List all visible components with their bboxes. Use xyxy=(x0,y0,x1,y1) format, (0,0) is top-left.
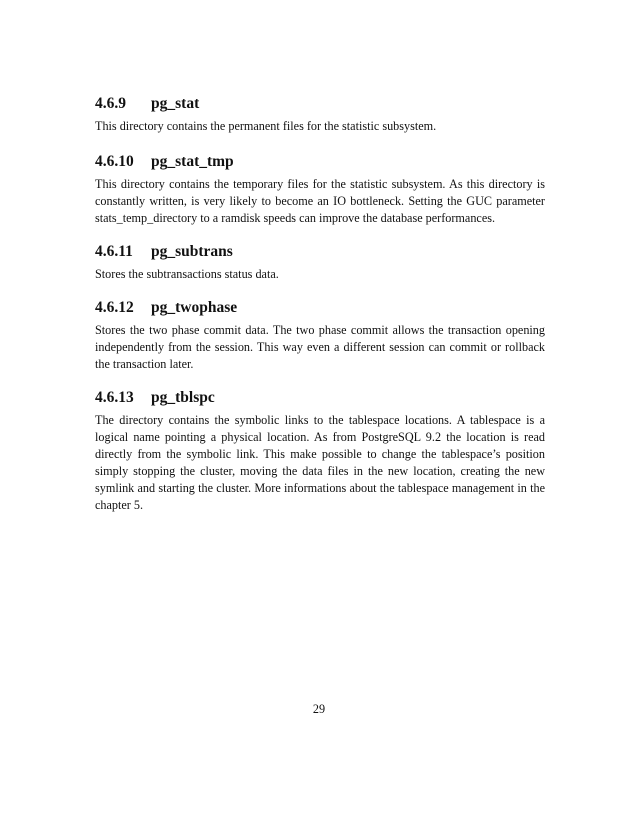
section-number: 4.6.12 xyxy=(95,299,134,316)
document-page xyxy=(95,94,545,514)
section-pg-subtrans xyxy=(95,242,545,283)
section-title: pg_stat xyxy=(151,95,200,112)
section-paragraph: Stores the two phase commit data. The two phase commit allows the transaction opening independently from the session. This way even a different session can commit or rollback the transaction later. xyxy=(95,323,545,371)
page-number: 29 xyxy=(312,702,326,716)
section-paragraph: This directory contains the permanent files for the statistic subsystem. xyxy=(95,119,437,133)
section-title: pg_twophase xyxy=(151,299,238,316)
section-paragraph: The directory contains the symbolic links to the tablespace locations. A tablespace is a logical name pointing a physical location. As from PostgreSQL 9.2 the location is read directly from the symbolic link. This make possible to change the tablespace’s position simply stopping the cluster, moving the data files in the new location, creating the new symlink and starting the cluster. More informations about the tablespace management in the chapter 5. xyxy=(95,413,545,512)
section-pg-tblspc xyxy=(95,388,545,514)
section-number: 4.6.11 xyxy=(95,243,133,260)
section-paragraph: This directory contains the temporary files for the statistic subsystem. As this directory is constantly written, is very likely to become an IO bottleneck. Setting the GUC parameter stats_temp_directory to a ramdisk speeds can improve the database performances. xyxy=(95,177,545,225)
section-pg-twophase xyxy=(95,298,545,373)
section-title: pg_tblspc xyxy=(151,389,215,406)
section-heading xyxy=(95,388,545,408)
section-heading xyxy=(95,94,545,114)
section-heading xyxy=(95,152,545,172)
section-pg-stat xyxy=(95,94,545,135)
section-title: pg_stat_tmp xyxy=(151,153,234,170)
section-number: 4.6.9 xyxy=(95,95,126,112)
section-heading xyxy=(95,298,545,318)
section-pg-stat-tmp xyxy=(95,152,545,227)
section-heading xyxy=(95,242,545,262)
section-paragraph: Stores the subtransactions status data. xyxy=(95,267,279,281)
section-title: pg_subtrans xyxy=(151,243,233,260)
section-number: 4.6.13 xyxy=(95,389,134,406)
section-number: 4.6.10 xyxy=(95,153,134,170)
